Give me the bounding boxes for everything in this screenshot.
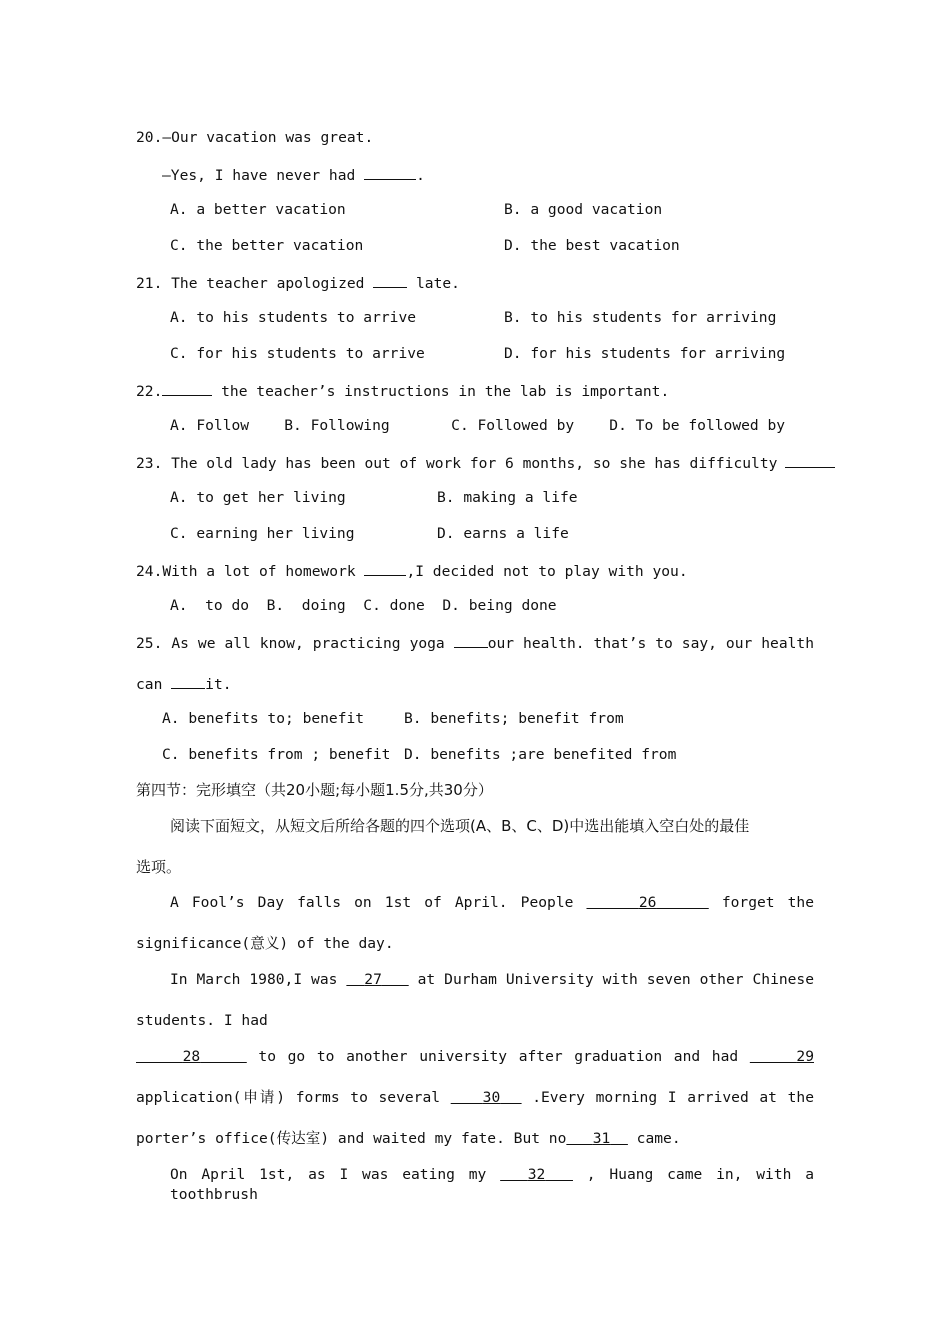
passage-p1-before: A Fool’s Day falls on 1st of April. People [170, 894, 587, 911]
q24-stem [136, 560, 688, 582]
q20-option-d: D. the best vacation [504, 237, 680, 254]
passage-p3-line2 [136, 1088, 814, 1108]
q23-option-b: B. making a life [437, 489, 578, 506]
blank-29-number: 29 [796, 1048, 814, 1065]
blank-29[interactable] [750, 1048, 814, 1065]
blank-27-number: 27 [364, 971, 382, 988]
q20-stem-after: . [416, 167, 425, 184]
q25-option-c: C. benefits from ; benefit [162, 746, 391, 763]
blank-28[interactable] [136, 1048, 247, 1065]
passage-p3-line3-after: came. [627, 1130, 681, 1147]
blank-30[interactable] [451, 1089, 522, 1106]
q25-stem-after: our health. that’s to say, our health [487, 635, 814, 652]
passage-p2-line2: students. I had [136, 1012, 268, 1029]
q25-line2-before: can [136, 676, 172, 693]
q20-option-c: C. the better vacation [170, 237, 364, 254]
q23-stem-text: 23. The old lady has been out of work for 6 months, so she has difficulty [136, 455, 778, 472]
passage-p2-line1 [170, 970, 814, 990]
passage-p1-after: forget the [708, 894, 814, 911]
q22-number: 22. [136, 383, 163, 400]
passage-p4-before: On April 1st, as I was eating my [170, 1166, 501, 1183]
q25-option-d: D. benefits ;are benefited from [404, 746, 677, 763]
q20-blank[interactable] [364, 164, 416, 180]
blank-31-number: 31 [592, 1130, 611, 1147]
q21-option-c: C. for his students to arrive [170, 345, 425, 362]
passage-p3-line2-before: application(申请) forms to several [136, 1089, 451, 1106]
q22-options: A. Follow B. Following C. Followed by D. To be followed by [170, 417, 786, 434]
q23-stem [136, 452, 835, 474]
q20-option-b: B. a good vacation [504, 201, 663, 218]
q23-blank[interactable] [785, 452, 835, 468]
q24-options: A. to do B. doing C. done D. being done [170, 597, 557, 614]
blank-30-number: 30 [482, 1089, 501, 1106]
q22-stem-after: the teacher’s instructions in the lab is important. [212, 383, 670, 400]
q20-stem-line1: 20.—Our vacation was great. [136, 129, 374, 146]
q25-option-a: A. benefits to; benefit [162, 710, 365, 727]
blank-27[interactable] [346, 971, 408, 988]
q25-option-b: B. benefits; benefit from [404, 710, 624, 727]
q20-stem-before: —Yes, I have never had [162, 167, 365, 184]
passage-p2-after: at Durham University with seven other Chinese [408, 971, 814, 988]
passage-p3-line3 [136, 1129, 681, 1149]
passage-p2-before: In March 1980,I was [170, 971, 347, 988]
q24-stem-before: 24.With a lot of homework [136, 563, 365, 580]
passage-p3-line2-after: .Every morning I arrived at the [521, 1089, 814, 1106]
blank-26-number: 26 [638, 894, 657, 911]
section4-instruction-line2: 选项。 [136, 858, 182, 876]
passage-p4-line1 [170, 1165, 814, 1205]
q24-blank[interactable] [364, 560, 406, 576]
passage-p3-line3-before: porter’s office(传达室) and waited my fate. But no [136, 1130, 567, 1147]
q21-option-b: B. to his students for arriving [504, 309, 777, 326]
section4-instruction-line1: 阅读下面短文，从短文后所给各题的四个选项(A、B、C、D)中选出能填入空白处的最佳 [170, 817, 750, 835]
q21-stem-before: 21. The teacher apologized [136, 275, 374, 292]
q21-stem-after: late. [407, 275, 460, 292]
blank-31[interactable] [566, 1130, 628, 1147]
q25-stem-line2 [136, 673, 232, 695]
q25-blank-1[interactable] [454, 632, 488, 648]
q24-stem-after: ,I decided not to play with you. [406, 563, 688, 580]
q21-option-d: D. for his students for arriving [504, 345, 786, 362]
q22-stem [136, 380, 669, 402]
passage-p1-line2: significance(意义) of the day. [136, 935, 394, 952]
section4-heading: 第四节：完形填空（共20小题;每小题1.5分,共30分） [136, 781, 493, 799]
q20-stem-line2 [162, 164, 425, 186]
q20-option-a: A. a better vacation [170, 201, 346, 218]
blank-32[interactable] [500, 1166, 573, 1183]
blank-26[interactable] [586, 894, 708, 911]
q25-stem-before: 25. As we all know, practicing yoga [136, 635, 454, 652]
q23-option-a: A. to get her living [170, 489, 346, 506]
q23-option-d: D. earns a life [437, 525, 569, 542]
passage-p4-after: , Huang came in, with a toothbrush [170, 1166, 814, 1203]
passage-p1-line1 [170, 893, 814, 913]
passage-p3-mid: to go to another university after graduation and had [246, 1048, 750, 1065]
q21-stem [136, 272, 460, 294]
q21-blank[interactable] [373, 272, 407, 288]
blank-32-number: 32 [527, 1166, 546, 1183]
passage-p3-line1 [136, 1047, 814, 1067]
q25-line2-after: it. [205, 676, 232, 693]
blank-28-number: 28 [182, 1048, 201, 1065]
q23-option-c: C. earning her living [170, 525, 355, 542]
q25-stem-line1 [136, 632, 814, 654]
q25-blank-2[interactable] [171, 673, 205, 689]
q21-option-a: A. to his students to arrive [170, 309, 417, 326]
q22-blank[interactable] [162, 380, 212, 396]
